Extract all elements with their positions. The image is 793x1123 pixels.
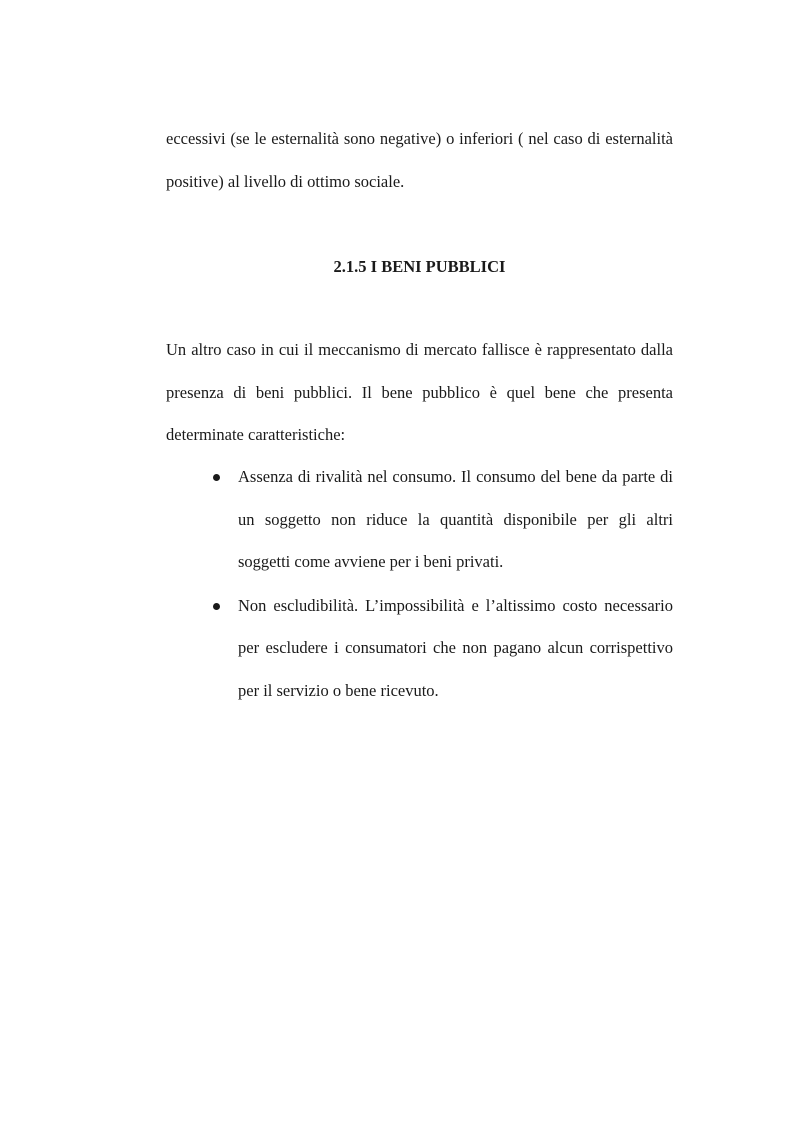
- bullet-text: Assenza di rivalità nel consumo. Il consumo del bene da parte di un soggetto non riduce la quantità disponibile per gli altri soggetti come avviene per i beni privati.: [238, 467, 673, 571]
- bullet-icon: [213, 474, 220, 481]
- bullet-list: [166, 456, 673, 713]
- main-paragraph: Un altro caso in cui il meccanismo di mercato fallisce è rappresentato dalla presenza di beni pubblici. Il bene pubblico è quel bene che presenta determinate caratteristiche:: [166, 340, 673, 444]
- intro-paragraph: eccessivi (se le esternalità sono negative) o inferiori ( nel caso di esternalità positive) al livello di ottimo sociale.: [166, 129, 673, 191]
- list-item: [166, 456, 673, 584]
- bullet-icon: [213, 603, 220, 610]
- list-item: [166, 585, 673, 713]
- bullet-text: Non escludibilità. L’impossibilità e l’altissimo costo necessario per escludere i consumatori che non pagano alcun corrispettivo per il servizio o bene ricevuto.: [238, 595, 673, 700]
- section-heading: 2.1.5 I BENI PUBBLICI: [333, 257, 506, 276]
